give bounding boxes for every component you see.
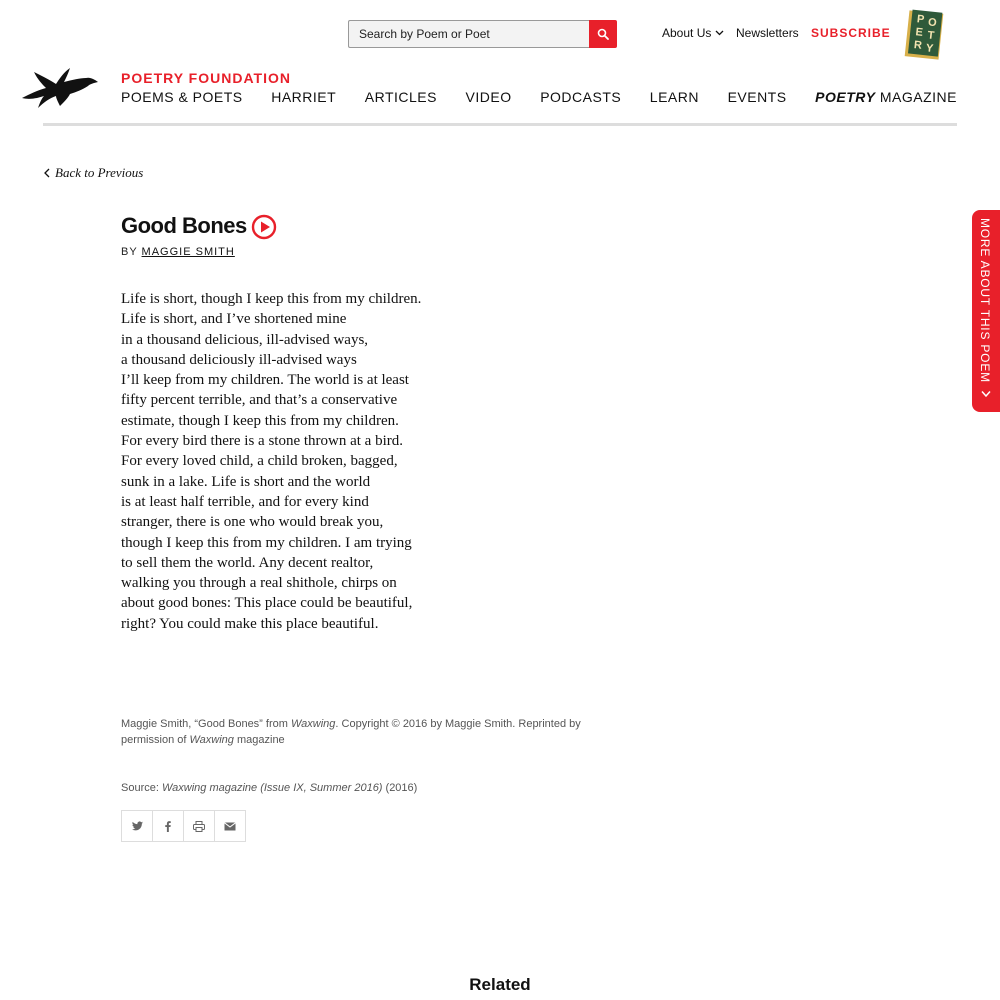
poem-line: stranger, there is one who would break you,: [121, 514, 384, 531]
nav-item-events[interactable]: EVENTS: [727, 89, 787, 105]
badge-letter: O: [927, 16, 938, 30]
email-icon: [224, 822, 236, 831]
nav-item-poetry-magazine[interactable]: [815, 89, 957, 105]
credit-text-1: Maggie Smith, “Good Bones” from: [121, 718, 291, 730]
pegasus-logo[interactable]: [20, 64, 100, 112]
badge-letter: T: [926, 29, 935, 43]
poem-line: right? You could make this place beautiful.: [121, 615, 379, 632]
share-buttons: [121, 810, 246, 842]
poetry-magazine-logo[interactable]: [902, 8, 946, 62]
nav-item-harriet[interactable]: HARRIET: [271, 89, 337, 105]
search-icon: [597, 28, 609, 40]
about-us-label: About Us: [662, 26, 712, 40]
badge-letter: R: [913, 39, 923, 52]
search-button[interactable]: [589, 20, 617, 48]
print-button[interactable]: [183, 810, 215, 842]
badge-letter: E: [914, 26, 924, 39]
poet-link[interactable]: MAGGIE SMITH: [141, 246, 235, 258]
more-about-poem-tab[interactable]: [972, 210, 1000, 412]
source-year: (2016): [382, 782, 418, 794]
poem-line: Life is short, and I’ve shortened mine: [121, 311, 347, 328]
poem-title-row: [121, 211, 277, 240]
poem-line: I’ll keep from my children. The world is at least: [121, 372, 409, 389]
nav-item-poems-poets[interactable]: POEMS & POETS: [121, 89, 243, 105]
back-to-previous-link[interactable]: [44, 165, 143, 181]
more-about-poem-label: MORE ABOUT THIS POEM: [978, 218, 992, 383]
subscribe-link[interactable]: SUBSCRIBE: [811, 26, 891, 40]
share-twitter-button[interactable]: [121, 810, 153, 842]
poem-line: about good bones: This place could be beautiful,: [121, 595, 413, 612]
poem-line: a thousand deliciously ill-advised ways: [121, 351, 357, 368]
nav-item-podcasts[interactable]: PODCASTS: [540, 89, 622, 105]
source-line: [121, 782, 417, 794]
poem-line: sunk in a lake. Life is short and the world: [121, 473, 371, 490]
badge-letter: P: [916, 13, 925, 26]
byline: [121, 246, 235, 258]
credit-book: Waxwing: [290, 718, 336, 730]
poem-line: For every bird there is a stone thrown at a bird.: [121, 433, 404, 450]
about-us-menu[interactable]: [662, 26, 724, 40]
nav-item-video[interactable]: VIDEO: [465, 89, 512, 105]
poem-line: to sell them the world. Any decent realtor,: [121, 554, 374, 571]
by-label: BY: [121, 246, 138, 258]
nav-item-articles[interactable]: ARTICLES: [364, 89, 437, 105]
chevron-down-icon: [715, 30, 724, 36]
badge-letter: Y: [925, 42, 934, 56]
nav-divider: [43, 123, 957, 126]
nav-magazine-label: MAGAZINE: [875, 89, 957, 105]
facebook-icon: [165, 821, 171, 832]
play-audio-icon[interactable]: [251, 214, 277, 240]
poem-line: is at least half terrible, and for every kind: [121, 493, 369, 510]
chevron-left-icon: [44, 168, 50, 178]
nav-item-learn[interactable]: LEARN: [649, 89, 699, 105]
print-icon: [193, 821, 205, 832]
source-publication: Waxwing magazine (Issue IX, Summer 2016): [161, 782, 383, 794]
chevron-down-icon: [981, 390, 991, 398]
email-button[interactable]: [214, 810, 246, 842]
twitter-icon: [132, 821, 143, 831]
share-facebook-button[interactable]: [152, 810, 184, 842]
back-label: Back to Previous: [55, 165, 144, 180]
nav-magazine-em: POETRY: [815, 89, 876, 105]
credit-text-2: . Copyright © 2016 by Maggie Smith. Reprinted by permission of: [121, 718, 581, 746]
poem-line: Life is short, though I keep this from my children.: [121, 291, 422, 307]
source-label: Source:: [121, 782, 162, 794]
poem-title: Good Bones: [121, 212, 247, 238]
poem-body: [121, 289, 481, 634]
search-input[interactable]: [348, 20, 590, 48]
poem-line: walking you through a real shithole, chirps on: [121, 575, 397, 592]
poem-line: fifty percent terrible, and that’s a conservative: [121, 392, 398, 409]
brand-name[interactable]: POETRY FOUNDATION: [121, 70, 291, 86]
newsletters-link[interactable]: Newsletters: [736, 26, 799, 40]
poem-line: estimate, though I keep this from my children.: [121, 412, 399, 429]
poem-line: For every loved child, a child broken, bagged,: [121, 453, 398, 470]
credit-magazine: Waxwing: [189, 734, 234, 746]
credit-text-3: magazine: [233, 734, 285, 746]
poem-line: in a thousand delicious, ill-advised ways,: [121, 331, 369, 348]
copyright-credit: [121, 716, 621, 748]
poem-line: though I keep this from my children. I am trying: [121, 534, 412, 551]
search-placeholder: Search by Poem or Poet: [359, 27, 490, 41]
main-nav: [121, 89, 957, 105]
related-heading: Related: [469, 975, 531, 994]
